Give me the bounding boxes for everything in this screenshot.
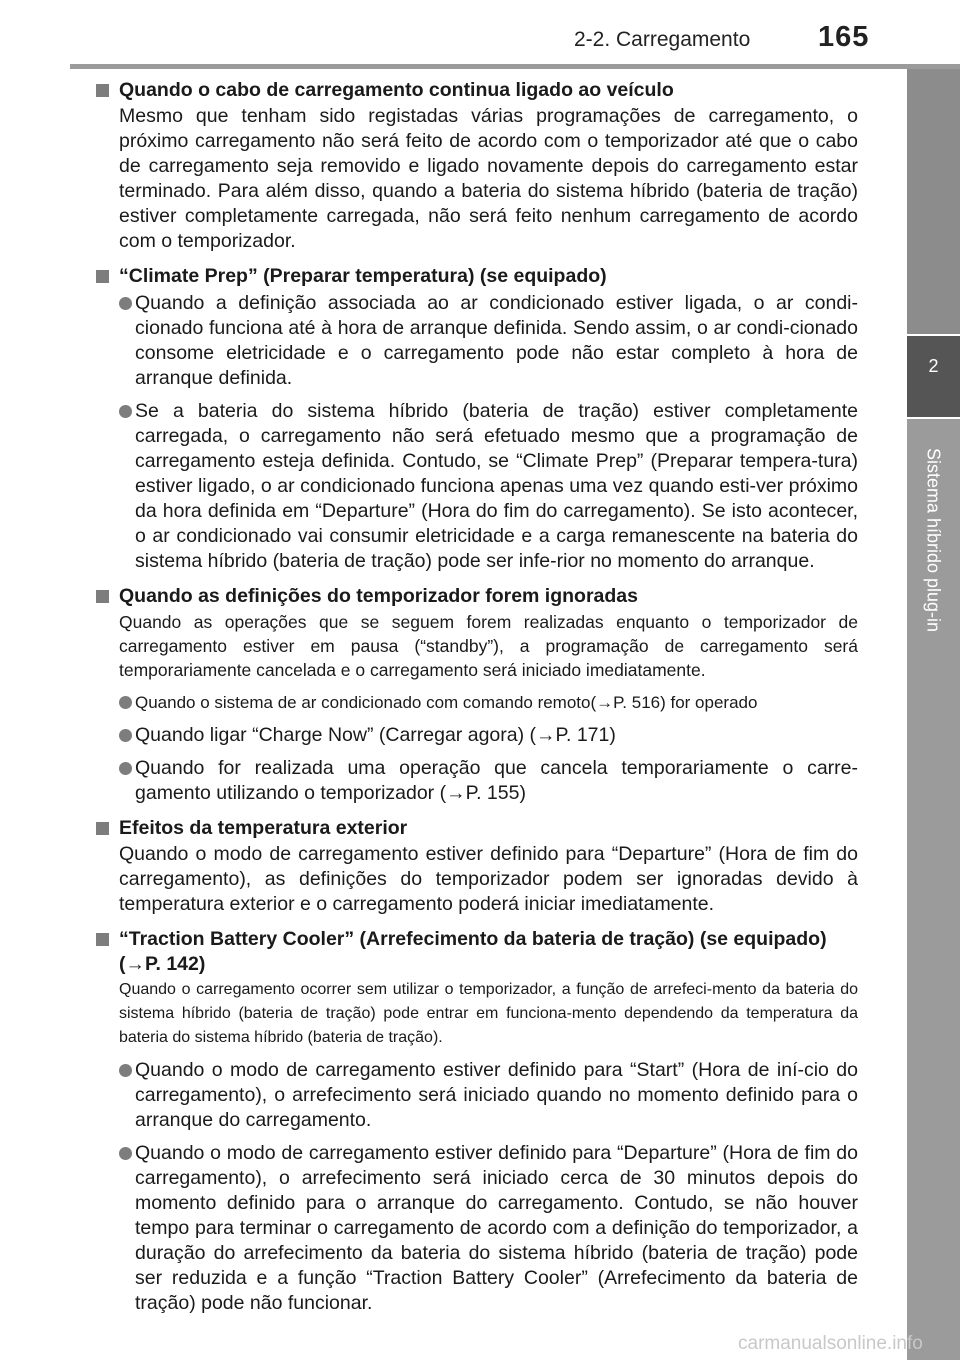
list-item: Quando o modo de carregamento estiver definido para “Start” (Hora de iní-cio do carregamento), o arrefecimento será iniciado quando no momento definido para o arranque do carregamento. bbox=[119, 1058, 858, 1133]
watermark: carmanualsonline.info bbox=[738, 1333, 923, 1354]
page-number: 165 bbox=[818, 21, 870, 53]
section-outside-temperature bbox=[96, 816, 858, 917]
circle-bullet-icon bbox=[119, 297, 132, 310]
section-heading: Efeitos da temperatura exterior bbox=[96, 816, 858, 841]
section-climate-prep bbox=[96, 264, 858, 574]
section-paragraph: Quando o carregamento ocorrer sem utilizar o temporizador, a função de arrefeci-mento da bateria do sistema híbrido (bateria de tração) pode entrar em funciona-mento dependendo da temperatura da bateria do sistema híbrido (bateria de tração). bbox=[119, 981, 858, 1046]
section-cable-connected bbox=[96, 78, 858, 254]
circle-bullet-icon bbox=[119, 1064, 132, 1077]
square-bullet-icon bbox=[96, 933, 109, 946]
chapter-number: 2 bbox=[928, 356, 939, 376]
section-paragraph: Quando o modo de carregamento estiver definido para “Departure” (Hora de fim do carregamento), as definições do temporizador podem ser ignoradas devido à temperatura exterior e o carregamento poderá iniciar imediatamente. bbox=[119, 843, 858, 915]
circle-bullet-icon bbox=[119, 405, 132, 418]
section-heading: Quando as definições do temporizador forem ignoradas bbox=[96, 584, 858, 609]
square-bullet-icon bbox=[96, 270, 109, 283]
circle-bullet-icon bbox=[119, 762, 132, 775]
square-bullet-icon bbox=[96, 84, 109, 97]
section-heading: Quando o cabo de carregamento continua ligado ao veículo bbox=[96, 78, 858, 103]
list-item: Quando o sistema de ar condicionado com comando remoto(→P. 516) for operado bbox=[119, 690, 858, 715]
chapter-label: Sistema híbrido plug-in bbox=[923, 447, 944, 633]
square-bullet-icon bbox=[96, 590, 109, 603]
section-title: 2-2. Carregamento bbox=[574, 28, 751, 51]
section-timer-ignored bbox=[96, 584, 858, 806]
header-rule bbox=[70, 64, 960, 69]
list-item: Quando for realizada uma operação que cancela temporariamente o carre-gamento utilizando o temporizador (→P. 155) bbox=[119, 756, 858, 806]
page-content bbox=[96, 78, 858, 1326]
list-item: Se a bateria do sistema híbrido (bateria de tração) estiver completamente carregada, o carregamento não será efetuado mesmo que a programação de carregamento esteja definida. Contudo, se “Climate Prep” (Preparar tempera-tura) estiver ligado, o ar condicionado funciona apenas uma vez quando esti-ver próximo da hora definida em “Departure” (Hora do fim do carregamento). Se isto acontecer, o ar condicionado vai consumir eletricidade e a carga remanescente na bateria do sistema híbrido (bateria de tração) pode ser infe-rior no momento do arranque. bbox=[119, 399, 858, 574]
section-battery-cooler bbox=[96, 927, 858, 1316]
list-item: Quando ligar “Charge Now” (Carregar agora) (→P. 171) bbox=[119, 723, 858, 748]
section-heading: “Climate Prep” (Preparar temperatura) (se equipado) bbox=[96, 264, 858, 289]
list-item: Quando o modo de carregamento estiver definido para “Departure” (Hora de fim do carregamento), o arrefecimento será iniciado cerca de 30 minutos depois do momento definido para o arranque do carregamento. Contudo, se não houver tempo para terminar o carregamento de acordo com a definição do temporizador, a duração do arrefecimento da bateria do sistema híbrido (bateria de tração) pode ser reduzida e a função “Traction Battery Cooler” (Arrefecimento da bateria de tração) pode não funcionar. bbox=[119, 1141, 858, 1316]
circle-bullet-icon bbox=[119, 729, 132, 742]
section-paragraph: Mesmo que tenham sido registadas várias programações de carregamento, o próximo carregamento não será feito de acordo com o temporizador até que o cabo de carregamento seja removido e ligado novamente depois do carregamento estar terminado. Para além disso, quando a bateria do sistema híbrido (bateria de tração) estiver completamente carregada, não será feito nenhum carregamento de acordo com o temporizador. bbox=[119, 105, 858, 252]
section-paragraph: Quando as operações que se seguem forem realizadas enquanto o temporizador de carregamento estiver em pausa (“standby”), a programação de carregamento será temporariamente cancelada e o carregamento será iniciado imediatamente. bbox=[119, 612, 858, 680]
section-heading: “Traction Battery Cooler” (Arrefecimento da bateria de tração) (se equipado) (→P. 142) bbox=[96, 927, 858, 977]
circle-bullet-icon bbox=[119, 696, 132, 709]
list-item: Quando a definição associada ao ar condicionado estiver ligada, o ar condi-cionado funciona até à hora de arranque definida. Sendo assim, o ar condi-cionado consome eletricidade e o carregamento pode não estar completo à hora de arranque definida. bbox=[119, 291, 858, 391]
circle-bullet-icon bbox=[119, 1147, 132, 1160]
square-bullet-icon bbox=[96, 822, 109, 835]
side-bar-top bbox=[907, 69, 960, 334]
